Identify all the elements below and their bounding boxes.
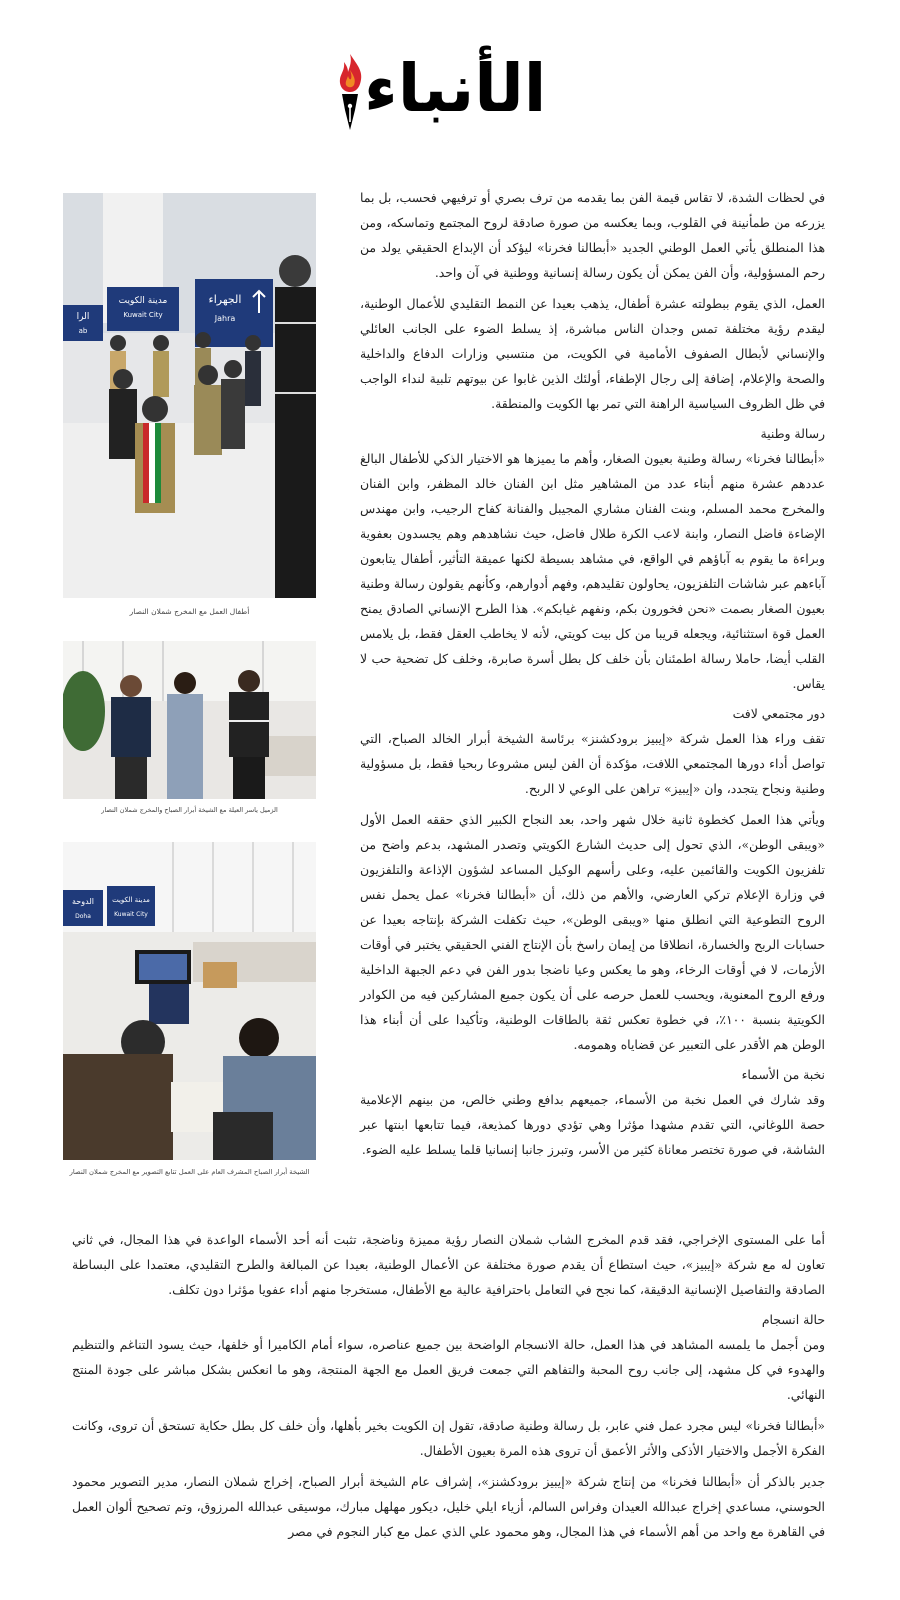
photo-caption-studio: الشيخة أبرار الصباح المشرف العام على العمل تتابع التصوير مع المخرج شملان النصار	[69, 1168, 310, 1176]
sign-city2-ar: مدينة الكويت	[112, 896, 150, 904]
paragraph: «أبطالنا فخرنا» رسالة وطنية بعيون الصغار، وأهم ما يميزها هو الاختيار الذكي للأطفال البالغ عددهم عشرة منهم أبناء عدد من المشاهير مثل ابن الفنان خالد المظفر، وابن الفنان والمخرج محمد المسلم، وبنت الفنان مشاري المجيبل والفنانة كفاح الرجيب، وابن مهندس الإضاءة فاضل النصار، وابنة لاعب الكرة طلال فاضل، حيث نشاهدهم وهم يجسدون بعفوية وبراءة ما يقوم به آباؤهم في الواقع، في مشاهد بسيطة لكنها عميقة التأثير، أطفال يتابعون آباءهم عبر شاشات التلفزيون، يحاولون تقليدهم، وفهم أدوارهم، وكأنهم يقولون رسالة وطنية بعيون الصغار بصمت «نحن فخورون بكم، ونفهم غيابكم». هذا الطرح الإنساني الصادق يمنح العمل قوة استثنائية، ويجعله قريبا من كل بيت كويتي، لأنه لا يخاطب العقل فقط، بل يلامس القلب أيضا، حاملا رسالة اطمئنان بأن خلف كل بطل أسرة صابرة، وخلف كل تضحية حب لا يقاس.	[360, 451, 825, 691]
paragraph: العمل، الذي يقوم ببطولته عشرة أطفال، يذهب بعيدا عن النمط التقليدي للأعمال الوطنية، ليقدم رؤية مختلفة تمس وجدان الناس مباشرة، إذ يسلط الضوء على الجانب العائلي والإنساني لأبطال الصفوف الأمامية في الكويت، من منتسبي وزارات الدفاع والداخلية والصحة والإعلام، إضافة إلى رجال الإطفاء، أولئك الذين غابوا عن بيوتهم تلبية لنداء الواجب في ظل الظروف السياسية الراهنة التي تمر بها الكويت والمنطقة.	[360, 296, 825, 411]
paragraph: ويأتي هذا العمل كخطوة ثانية خلال شهر واحد، بعد النجاح الكبير الذي حققه العمل الأول «ويبقى الوطن»، الذي تحول إلى حديث الشارع الكويتي وتصدر المشهد، بدعم واضح من تلفزيون الكويت والقائمين عليه، وعلى رأسهم الوكيل المساعد لشؤون الإذاعة والتلفزيون في وزارة الإعلام تركي العارضي، والأهم من ذلك، أن «أبطالنا فخرنا» عمل يحمل نفس الروح التطوعية التي انطلق منها «ويبقى الوطن»، حيث تكفلت الشركة بإنتاجه بعيدا عن حسابات الربح والخسارة، انطلاقا من إيمان راسخ بأن الإنتاج الفني الحقيقي يختبر في أوقات الأزمات، لا في أوقات الرخاء، وهو ما يعكس وعيا ناضجا بدور الفن في دعم الجبهة الداخلية ورفع الروح المعنوية، ويحسب للعمل حرصه على أن يكون جميع المشاركين فيه من الكوادر الكويتية بنسبة ١٠٠٪، في خطوة تعكس ثقة بالطاقات الوطنية، وتأكيدا على أن أبناء هذا الوطن هم الأقدر على التعبير عن قضاياه وهمومه.	[360, 812, 825, 1052]
paragraph: تقف وراء هذا العمل شركة «إيبيز برودكشنز» برئاسة الشيخة أبرار الخالد الصباح، التي تواصل أداء دورها المجتمعي اللافت، مؤكدة أن الفن ليس مشروعا ربحيا فقط، بل مسؤولية وطنية ونجاح يتجدد، وان «إيبيز» تراهن على الوعي لا الربح.	[360, 731, 825, 796]
sign-left-en: ab	[78, 327, 88, 335]
article-main-column	[360, 185, 825, 1168]
photo-caption-children: أطفال العمل مع المخرج شملان النصار	[129, 607, 250, 616]
photo-studio-shoot	[63, 842, 316, 1160]
sign-doha-en: Doha	[75, 913, 91, 920]
masthead-title: الأنباء	[364, 50, 547, 127]
sign-doha-ar: الدوحة	[72, 897, 94, 906]
subheading: دور مجتمعي لافت	[732, 706, 825, 721]
paragraph: أما على المستوى الإخراجي، فقد قدم المخرج الشاب شملان النصار رؤية مميزة وناضجة، تثبت أنه أحد الأسماء الواعدة في هذا المجال، في ثاني تعاون له مع شركة «إيبيز»، حيث استطاع أن يقدم صورة مختلفة عن الأعمال الوطنية، بعيدا عن المبالغة والطرح التقليدي، معتمدا على البساطة الصادقة والتفاصيل الإنسانية الدقيقة، كما نجح في التعامل باحترافية عالية مع الأطفال، مستخرجا منهم أداء عفويا مؤثرا دون تكلف.	[72, 1232, 825, 1297]
paragraph: وقد شارك في العمل نخبة من الأسماء، جميعهم بدافع وطني خالص، من بينهم الإعلامية حصة اللوغاني، التي تقدم مشهدا مؤثرا وهي تؤدي دورها كمذيعة، فيما تتابعها ابنتها عبر الشاشة، في صورة تختصر معاناة كثير من الأسر، وتبرز جانبا إنسانيا قلما يسلط عليه الضوء.	[360, 1092, 825, 1157]
subheading: نخبة من الأسماء	[741, 1067, 825, 1082]
paragraph: في لحظات الشدة، لا تقاس قيمة الفن بما يقدمه من ترف بصري أو ترفيهي فحسب، بل بما يزرعه من طمأنينة في القلوب، وبما يعكسه من صورة صادقة لروح المجتمع وتماسكه، ومن هذا المنطلق يأتي العمل الوطني الجديد «أبطالنا فخرنا» ليؤكد أن الإبداع الحقيقي يولد من رحم المسؤولية، وأن الفن يمكن أن يكون رسالة إنسانية ووطنية في آن واحد.	[360, 190, 825, 280]
sign-jahra-ar: الجهراء	[208, 293, 242, 306]
subheading: رسالة وطنية	[760, 426, 825, 441]
paragraph: ومن أجمل ما يلمسه المشاهد في هذا العمل، حالة الانسجام الواضحة بين جميع عناصره، سواء أمام الكاميرا أو خلفها، حيث يسود التناغم والتنظيم والهدوء في كل مشهد، إلى جانب روح المحبة والتفاهم التي جمعت فريق العمل مع الجهة المنتجة، وهو ما انعكس بشكل مباشر على جودة المنتج النهائي.	[72, 1337, 825, 1402]
sign-jahra-en: Jahra	[214, 314, 236, 323]
sign-city2-en: Kuwait City	[114, 911, 148, 918]
article-full-width	[72, 1227, 825, 1550]
paragraph: «أبطالنا فخرنا» ليس مجرد عمل فني عابر، بل رسالة وطنية صادقة، تقول إن الكويت بخير بأهلها، وأن خلف كل بطل حكاية تستحق أن تروى، وكانت الفكرة الأجمل والاختيار الأذكى والأثر الأعمق أن تروى هذه المرة بعيون الأطفال.	[72, 1418, 825, 1458]
masthead-logo	[330, 52, 570, 134]
photo-caption-group: الزميل ياسر العيلة مع الشيخة أبرار الصباح والمخرج شملان النصار	[101, 806, 278, 814]
paragraph: جدير بالذكر أن «أبطالنا فخرنا» من إنتاج شركة «إيبيز برودكشنز»، إشراف عام الشيخة أبرار الصباح، إخراج شملان النصار، مدير التصوير محمود الحوسني، مساعدي إخراج عبدالله العيدان وفراس السالم، أزياء ايلي خليل، ديكور مهلهل مبارك، موسيقى عبدالله المرزوق، وتم تصحيح ألوان العمل في القاهرة مع واحد من أهم الأسماء في هذا المجال، وهو محمود علي الذي عمل مع كبار النجوم في مصر	[72, 1474, 825, 1539]
sign-city-ar: مدينة الكويت	[118, 296, 168, 306]
subheading: حالة انسجام	[761, 1312, 825, 1327]
sign-city-en: Kuwait City	[123, 311, 163, 319]
sign-left-ar: الرا	[76, 312, 90, 322]
photo-group	[63, 641, 316, 799]
photo-children-cast	[63, 193, 316, 598]
